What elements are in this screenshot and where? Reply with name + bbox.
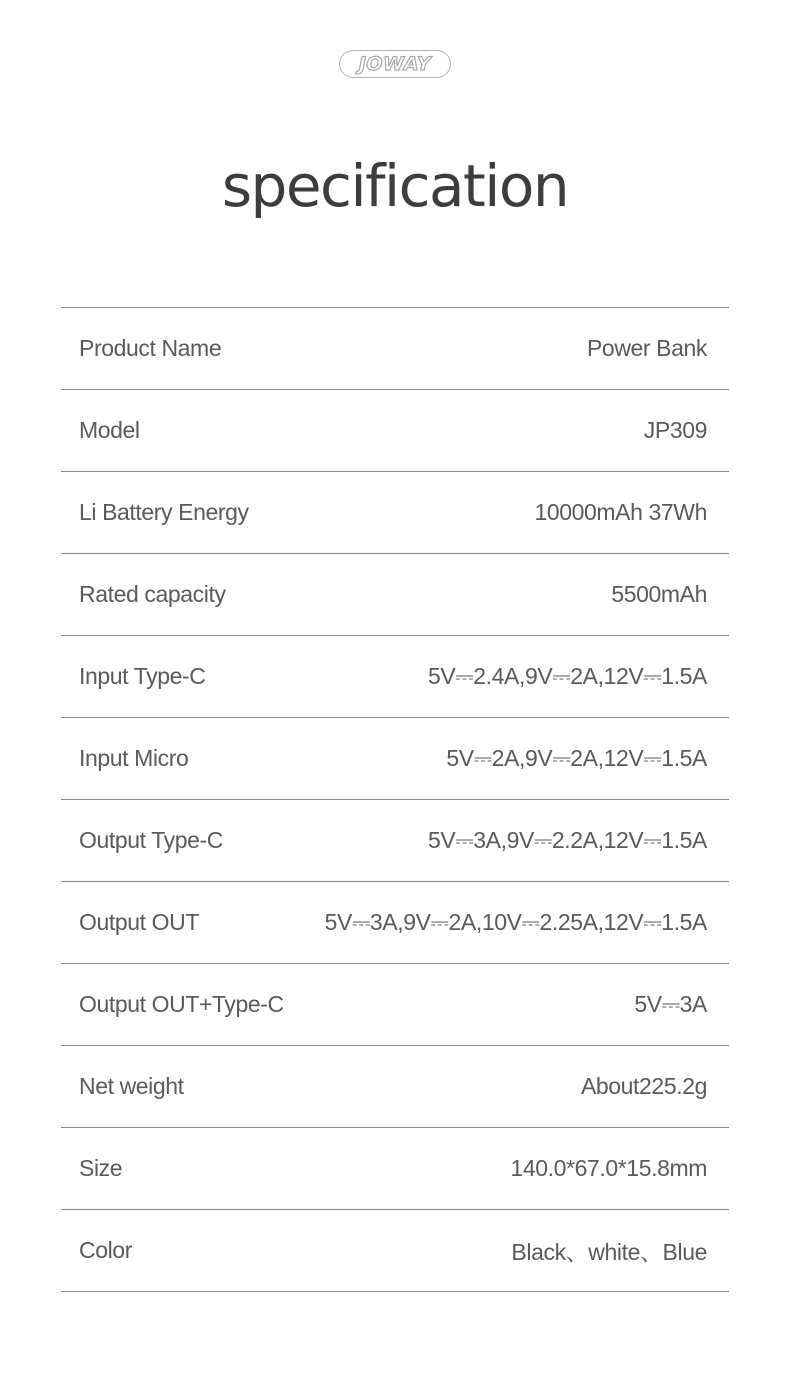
spec-value: 5500mAh [611,581,707,607]
spec-value: 5V⎓3A [634,991,707,1017]
spec-label: Output OUT [79,909,199,935]
spec-value: 5V⎓2.4A,9V⎓2A,12V⎓1.5A [428,663,707,689]
page-title: specification [221,152,569,220]
spec-row-output-out-type-c [61,964,729,1046]
brand-logo [339,50,451,78]
spec-row-net-weight [61,1046,729,1128]
spec-label: Output OUT+Type-C [79,991,284,1017]
spec-label: Model [79,417,140,443]
spec-row-rated-capacity [61,554,729,636]
spec-label: Input Type-C [79,663,206,689]
spec-label: Color [79,1237,132,1263]
spec-value: 10000mAh 37Wh [534,499,707,525]
spec-table [61,307,729,1292]
spec-row-input-micro [61,718,729,800]
spec-label: Product Name [79,335,222,361]
spec-label: Rated capacity [79,581,226,607]
spec-row-battery-energy [61,472,729,554]
spec-row-output-type-c [61,800,729,882]
spec-label: Output Type-C [79,827,223,853]
spec-value: 5V⎓3A,9V⎓2.2A,12V⎓1.5A [428,827,707,853]
spec-row-output-out [61,882,729,964]
spec-row-product-name [61,308,729,390]
spec-value: JP309 [643,417,707,443]
spec-value: Black、white、Blue [511,1239,707,1265]
spec-value: 5V⎓2A,9V⎓2A,12V⎓1.5A [446,745,707,771]
spec-label: Size [79,1155,123,1181]
spec-value: About225.2g [580,1073,707,1099]
spec-row-input-type-c [61,636,729,718]
spec-row-model [61,390,729,472]
spec-value: Power Bank [586,335,707,361]
spec-label: Net weight [79,1073,184,1099]
spec-row-color [61,1210,729,1292]
spec-row-size [61,1128,729,1210]
spec-value: 140.0*67.0*15.8mm [510,1155,707,1181]
spec-label: Input Micro [79,745,189,771]
brand-logo-text: JOWAY [358,52,432,75]
spec-value: 5V⎓3A,9V⎓2A,10V⎓2.25A,12V⎓1.5A [324,909,707,935]
spec-label: Li Battery Energy [79,499,249,525]
